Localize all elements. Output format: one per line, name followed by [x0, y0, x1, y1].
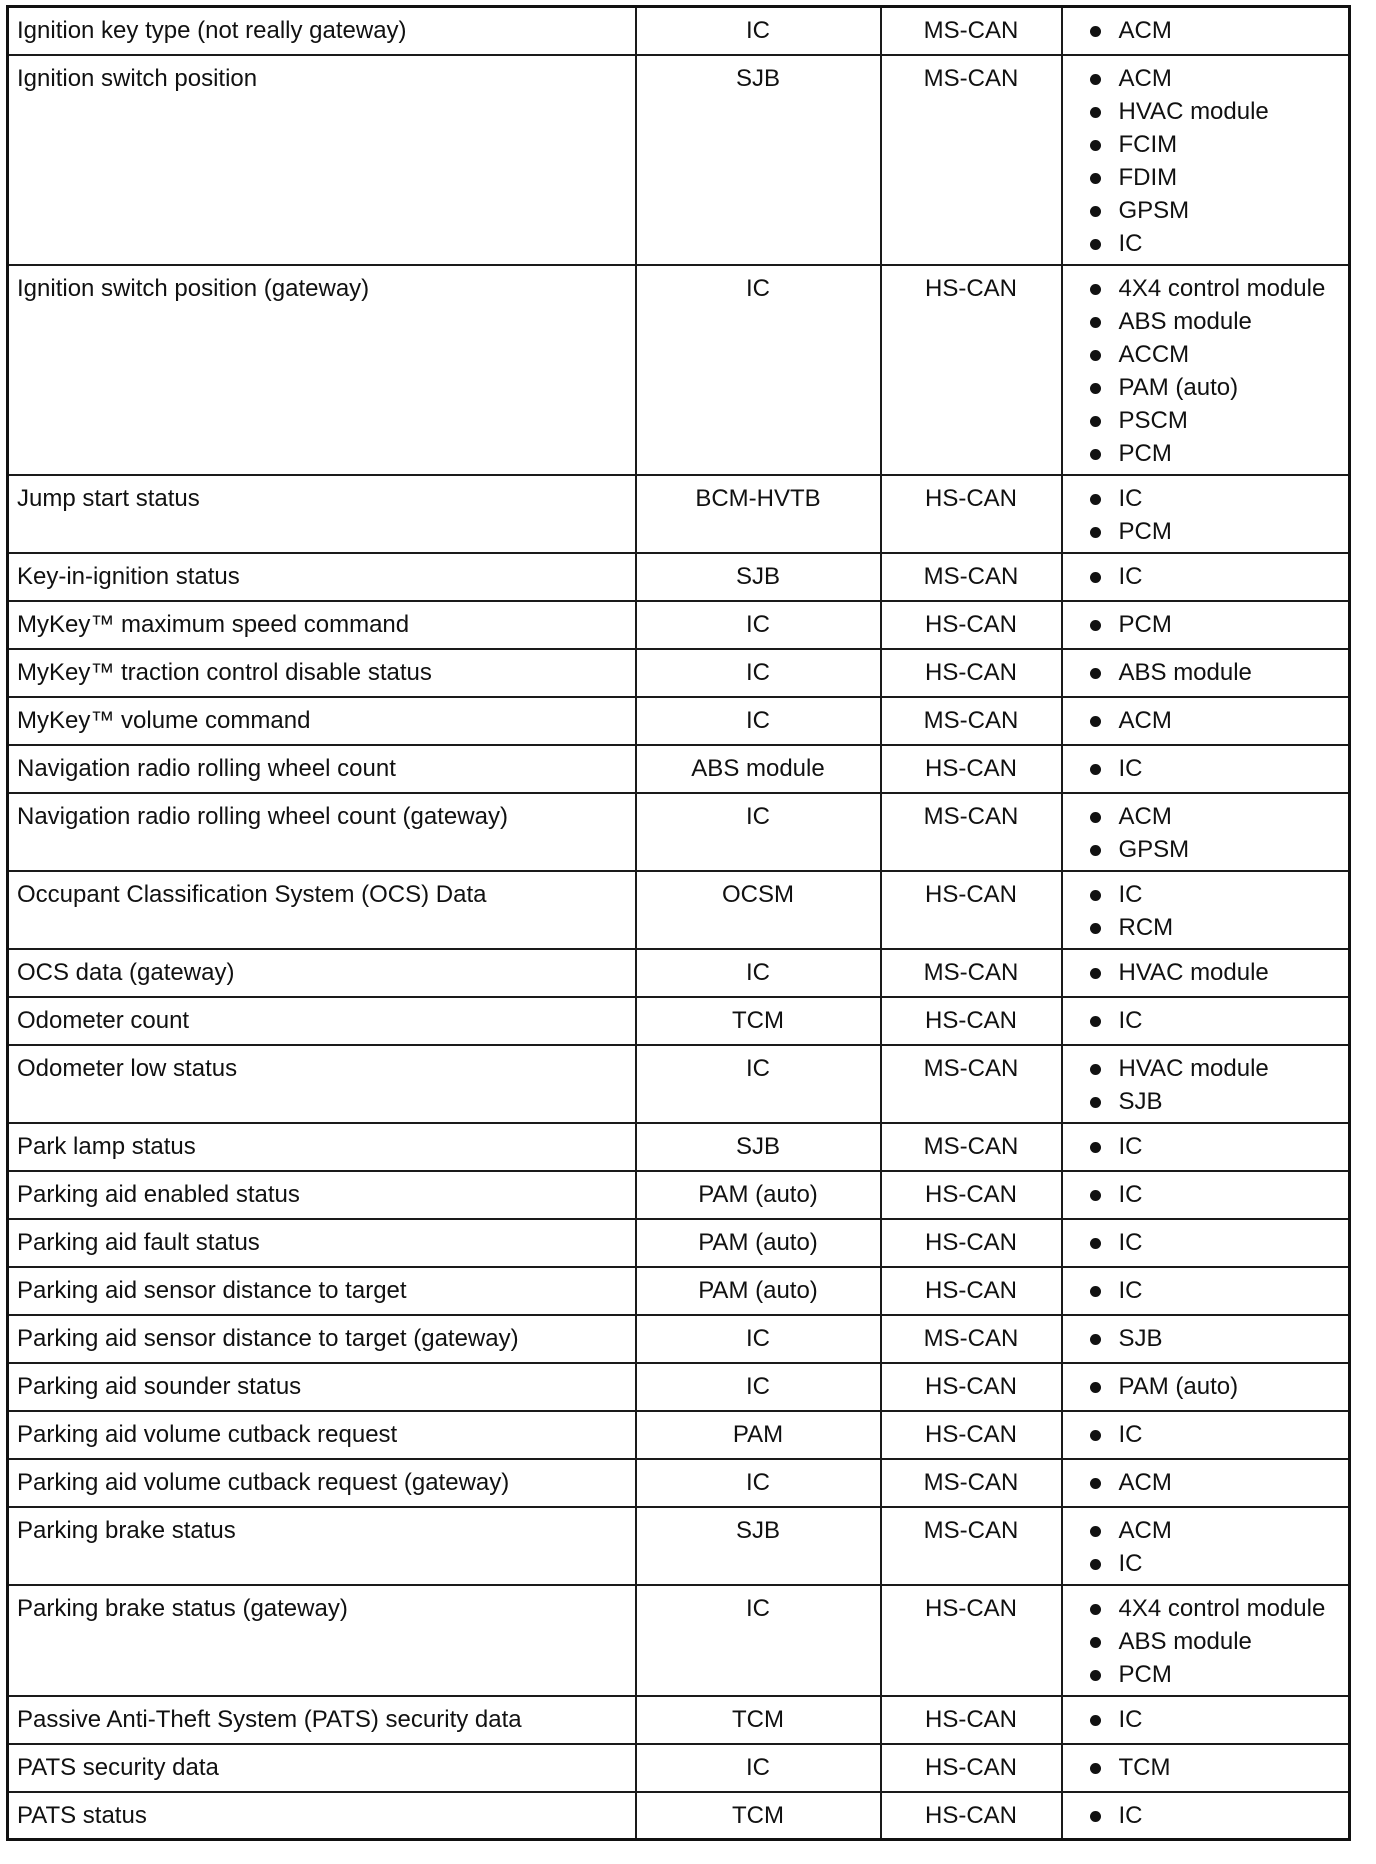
receiver-item: PCM	[1063, 608, 1349, 641]
receivers-cell	[1062, 1171, 1350, 1219]
receivers-cell	[1062, 265, 1350, 475]
message-cell: Parking brake status	[8, 1507, 636, 1585]
receiver-list	[1063, 1592, 1349, 1691]
network-cell: MS-CAN	[881, 553, 1062, 601]
table-row	[8, 265, 1350, 475]
receivers-cell	[1062, 997, 1350, 1045]
receiver-list	[1063, 482, 1349, 548]
message-cell: Parking aid sensor distance to target (gateway)	[8, 1315, 636, 1363]
message-cell: MyKey™ volume command	[8, 697, 636, 745]
receiver-item: IC	[1063, 560, 1349, 593]
receivers-cell	[1062, 1411, 1350, 1459]
network-cell: HS-CAN	[881, 745, 1062, 793]
network-cell: HS-CAN	[881, 649, 1062, 697]
network-cell: MS-CAN	[881, 1123, 1062, 1171]
network-cell: HS-CAN	[881, 1219, 1062, 1267]
network-cell: HS-CAN	[881, 997, 1062, 1045]
network-cell: HS-CAN	[881, 1792, 1062, 1840]
transmitter-cell: IC	[636, 265, 881, 475]
network-cell: MS-CAN	[881, 697, 1062, 745]
table-row	[8, 1459, 1350, 1507]
message-cell: Parking aid sensor distance to target	[8, 1267, 636, 1315]
receiver-list	[1063, 878, 1349, 944]
receiver-item: 4X4 control module	[1063, 272, 1349, 305]
receivers-cell	[1062, 1363, 1350, 1411]
message-cell: MyKey™ traction control disable status	[8, 649, 636, 697]
receivers-cell	[1062, 1696, 1350, 1744]
receiver-list	[1063, 1799, 1349, 1832]
message-cell: Park lamp status	[8, 1123, 636, 1171]
transmitter-cell: IC	[636, 1744, 881, 1792]
receiver-item: SJB	[1063, 1322, 1349, 1355]
receivers-cell	[1062, 1744, 1350, 1792]
transmitter-cell: ABS module	[636, 745, 881, 793]
table-row	[8, 1171, 1350, 1219]
transmitter-cell: PAM (auto)	[636, 1171, 881, 1219]
receivers-cell	[1062, 553, 1350, 601]
receiver-list	[1063, 956, 1349, 989]
receiver-item: HVAC module	[1063, 95, 1349, 128]
transmitter-cell: PAM	[636, 1411, 881, 1459]
receiver-item: HVAC module	[1063, 956, 1349, 989]
transmitter-cell: PAM (auto)	[636, 1219, 881, 1267]
table-row	[8, 649, 1350, 697]
receiver-item: GPSM	[1063, 833, 1349, 866]
table-row	[8, 1744, 1350, 1792]
receivers-cell	[1062, 949, 1350, 997]
transmitter-cell: IC	[636, 7, 881, 55]
transmitter-cell: BCM-HVTB	[636, 475, 881, 553]
receivers-cell	[1062, 475, 1350, 553]
receiver-item: HVAC module	[1063, 1052, 1349, 1085]
transmitter-cell: SJB	[636, 553, 881, 601]
transmitter-cell: TCM	[636, 997, 881, 1045]
table-row	[8, 1123, 1350, 1171]
network-cell: HS-CAN	[881, 1363, 1062, 1411]
table-row	[8, 55, 1350, 265]
message-cell: OCS data (gateway)	[8, 949, 636, 997]
receiver-item: PCM	[1063, 1658, 1349, 1691]
receivers-cell	[1062, 649, 1350, 697]
receivers-cell	[1062, 745, 1350, 793]
receivers-cell	[1062, 1267, 1350, 1315]
transmitter-cell: TCM	[636, 1792, 881, 1840]
receivers-cell	[1062, 1315, 1350, 1363]
receiver-item: IC	[1063, 1799, 1349, 1832]
table-row	[8, 1315, 1350, 1363]
message-cell: Parking aid sounder status	[8, 1363, 636, 1411]
table-row	[8, 1792, 1350, 1840]
message-cell: Ignition switch position	[8, 55, 636, 265]
network-cell: MS-CAN	[881, 1507, 1062, 1585]
receiver-item: ACM	[1063, 800, 1349, 833]
receiver-list	[1063, 800, 1349, 866]
network-cell: HS-CAN	[881, 1585, 1062, 1696]
message-cell: PATS status	[8, 1792, 636, 1840]
receiver-item: FDIM	[1063, 161, 1349, 194]
network-cell: MS-CAN	[881, 793, 1062, 871]
message-cell: Odometer low status	[8, 1045, 636, 1123]
network-cell: MS-CAN	[881, 55, 1062, 265]
receiver-list	[1063, 62, 1349, 260]
receiver-list	[1063, 1274, 1349, 1307]
receiver-item: IC	[1063, 1274, 1349, 1307]
receiver-list	[1063, 1052, 1349, 1118]
table-row	[8, 1219, 1350, 1267]
transmitter-cell: IC	[636, 949, 881, 997]
receiver-list	[1063, 1466, 1349, 1499]
table-row	[8, 475, 1350, 553]
receiver-list	[1063, 1322, 1349, 1355]
receivers-cell	[1062, 1585, 1350, 1696]
message-cell: Ignition key type (not really gateway)	[8, 7, 636, 55]
network-cell: MS-CAN	[881, 1045, 1062, 1123]
transmitter-cell: IC	[636, 649, 881, 697]
table-row	[8, 997, 1350, 1045]
receiver-list	[1063, 704, 1349, 737]
receiver-item: IC	[1063, 1418, 1349, 1451]
receiver-item: ACM	[1063, 704, 1349, 737]
receivers-cell	[1062, 1123, 1350, 1171]
receiver-list	[1063, 1178, 1349, 1211]
receiver-list	[1063, 1703, 1349, 1736]
receiver-item: IC	[1063, 1226, 1349, 1259]
receiver-item: IC	[1063, 1004, 1349, 1037]
receiver-list	[1063, 1226, 1349, 1259]
message-cell: Jump start status	[8, 475, 636, 553]
message-cell: Parking aid volume cutback request	[8, 1411, 636, 1459]
network-cell: MS-CAN	[881, 1315, 1062, 1363]
receiver-item: TCM	[1063, 1751, 1349, 1784]
message-cell: MyKey™ maximum speed command	[8, 601, 636, 649]
receiver-item: PCM	[1063, 437, 1349, 470]
network-cell: MS-CAN	[881, 949, 1062, 997]
transmitter-cell: IC	[636, 1045, 881, 1123]
network-cell: HS-CAN	[881, 1696, 1062, 1744]
receivers-cell	[1062, 871, 1350, 949]
table-row	[8, 1585, 1350, 1696]
receivers-cell	[1062, 1507, 1350, 1585]
table-body	[8, 7, 1350, 1840]
transmitter-cell: IC	[636, 1585, 881, 1696]
table-row	[8, 1507, 1350, 1585]
transmitter-cell: IC	[636, 1315, 881, 1363]
receiver-list	[1063, 272, 1349, 470]
table-row	[8, 1411, 1350, 1459]
network-cell: MS-CAN	[881, 1459, 1062, 1507]
table-row	[8, 871, 1350, 949]
table-row	[8, 745, 1350, 793]
receiver-item: IC	[1063, 1130, 1349, 1163]
network-cell: HS-CAN	[881, 1171, 1062, 1219]
receiver-item: IC	[1063, 1703, 1349, 1736]
receiver-item: IC	[1063, 482, 1349, 515]
receiver-item: ABS module	[1063, 305, 1349, 338]
network-cell: MS-CAN	[881, 7, 1062, 55]
receivers-cell	[1062, 793, 1350, 871]
receiver-list	[1063, 14, 1349, 47]
receiver-list	[1063, 1514, 1349, 1580]
table-row	[8, 1267, 1350, 1315]
transmitter-cell: IC	[636, 1363, 881, 1411]
transmitter-cell: TCM	[636, 1696, 881, 1744]
network-cell: HS-CAN	[881, 1267, 1062, 1315]
transmitter-cell: IC	[636, 601, 881, 649]
table-row	[8, 793, 1350, 871]
receiver-list	[1063, 1418, 1349, 1451]
transmitter-cell: SJB	[636, 1507, 881, 1585]
receiver-list	[1063, 608, 1349, 641]
receivers-cell	[1062, 7, 1350, 55]
table-row	[8, 1696, 1350, 1744]
message-cell: Key-in-ignition status	[8, 553, 636, 601]
receiver-item: ACCM	[1063, 338, 1349, 371]
message-cell: Parking aid fault status	[8, 1219, 636, 1267]
message-cell: Parking aid volume cutback request (gateway)	[8, 1459, 636, 1507]
table-row	[8, 697, 1350, 745]
receivers-cell	[1062, 1219, 1350, 1267]
message-cell: Passive Anti-Theft System (PATS) security data	[8, 1696, 636, 1744]
receiver-item: ACM	[1063, 62, 1349, 95]
receiver-item: ACM	[1063, 1514, 1349, 1547]
receiver-list	[1063, 1004, 1349, 1037]
table-row	[8, 1363, 1350, 1411]
message-cell: Occupant Classification System (OCS) Data	[8, 871, 636, 949]
receiver-item: IC	[1063, 878, 1349, 911]
receiver-item: ACM	[1063, 1466, 1349, 1499]
message-cell: Navigation radio rolling wheel count (gateway)	[8, 793, 636, 871]
receiver-item: ABS module	[1063, 656, 1349, 689]
network-cell: HS-CAN	[881, 601, 1062, 649]
message-cell: Navigation radio rolling wheel count	[8, 745, 636, 793]
receiver-list	[1063, 560, 1349, 593]
transmitter-cell: SJB	[636, 55, 881, 265]
network-cell: HS-CAN	[881, 265, 1062, 475]
table-row	[8, 553, 1350, 601]
transmitter-cell: PAM (auto)	[636, 1267, 881, 1315]
receiver-item: IC	[1063, 1547, 1349, 1580]
receiver-item: IC	[1063, 752, 1349, 785]
receiver-item: 4X4 control module	[1063, 1592, 1349, 1625]
receivers-cell	[1062, 601, 1350, 649]
receiver-item: RCM	[1063, 911, 1349, 944]
receivers-cell	[1062, 55, 1350, 265]
receiver-list	[1063, 1130, 1349, 1163]
receiver-item: ACM	[1063, 14, 1349, 47]
table-row	[8, 7, 1350, 55]
receiver-item: GPSM	[1063, 194, 1349, 227]
message-cell: Ignition switch position (gateway)	[8, 265, 636, 475]
table-row	[8, 601, 1350, 649]
transmitter-cell: IC	[636, 1459, 881, 1507]
table-row	[8, 1045, 1350, 1123]
receiver-list	[1063, 1370, 1349, 1403]
receiver-item: FCIM	[1063, 128, 1349, 161]
transmitter-cell: IC	[636, 793, 881, 871]
receivers-cell	[1062, 697, 1350, 745]
transmitter-cell: IC	[636, 697, 881, 745]
receiver-list	[1063, 752, 1349, 785]
table-row	[8, 949, 1350, 997]
network-message-table	[6, 5, 1351, 1841]
message-cell: Parking brake status (gateway)	[8, 1585, 636, 1696]
receiver-item: IC	[1063, 1178, 1349, 1211]
receivers-cell	[1062, 1045, 1350, 1123]
message-cell: Parking aid enabled status	[8, 1171, 636, 1219]
receiver-item: PAM (auto)	[1063, 1370, 1349, 1403]
network-cell: HS-CAN	[881, 1411, 1062, 1459]
receiver-list	[1063, 656, 1349, 689]
receivers-cell	[1062, 1459, 1350, 1507]
message-cell: Odometer count	[8, 997, 636, 1045]
network-cell: HS-CAN	[881, 475, 1062, 553]
receiver-item: SJB	[1063, 1085, 1349, 1118]
receiver-list	[1063, 1751, 1349, 1784]
message-cell: PATS security data	[8, 1744, 636, 1792]
receiver-item: PAM (auto)	[1063, 371, 1349, 404]
receiver-item: ABS module	[1063, 1625, 1349, 1658]
transmitter-cell: SJB	[636, 1123, 881, 1171]
receiver-item: PSCM	[1063, 404, 1349, 437]
receiver-item: PCM	[1063, 515, 1349, 548]
network-cell: HS-CAN	[881, 871, 1062, 949]
receivers-cell	[1062, 1792, 1350, 1840]
transmitter-cell: OCSM	[636, 871, 881, 949]
receiver-item: IC	[1063, 227, 1349, 260]
network-cell: HS-CAN	[881, 1744, 1062, 1792]
